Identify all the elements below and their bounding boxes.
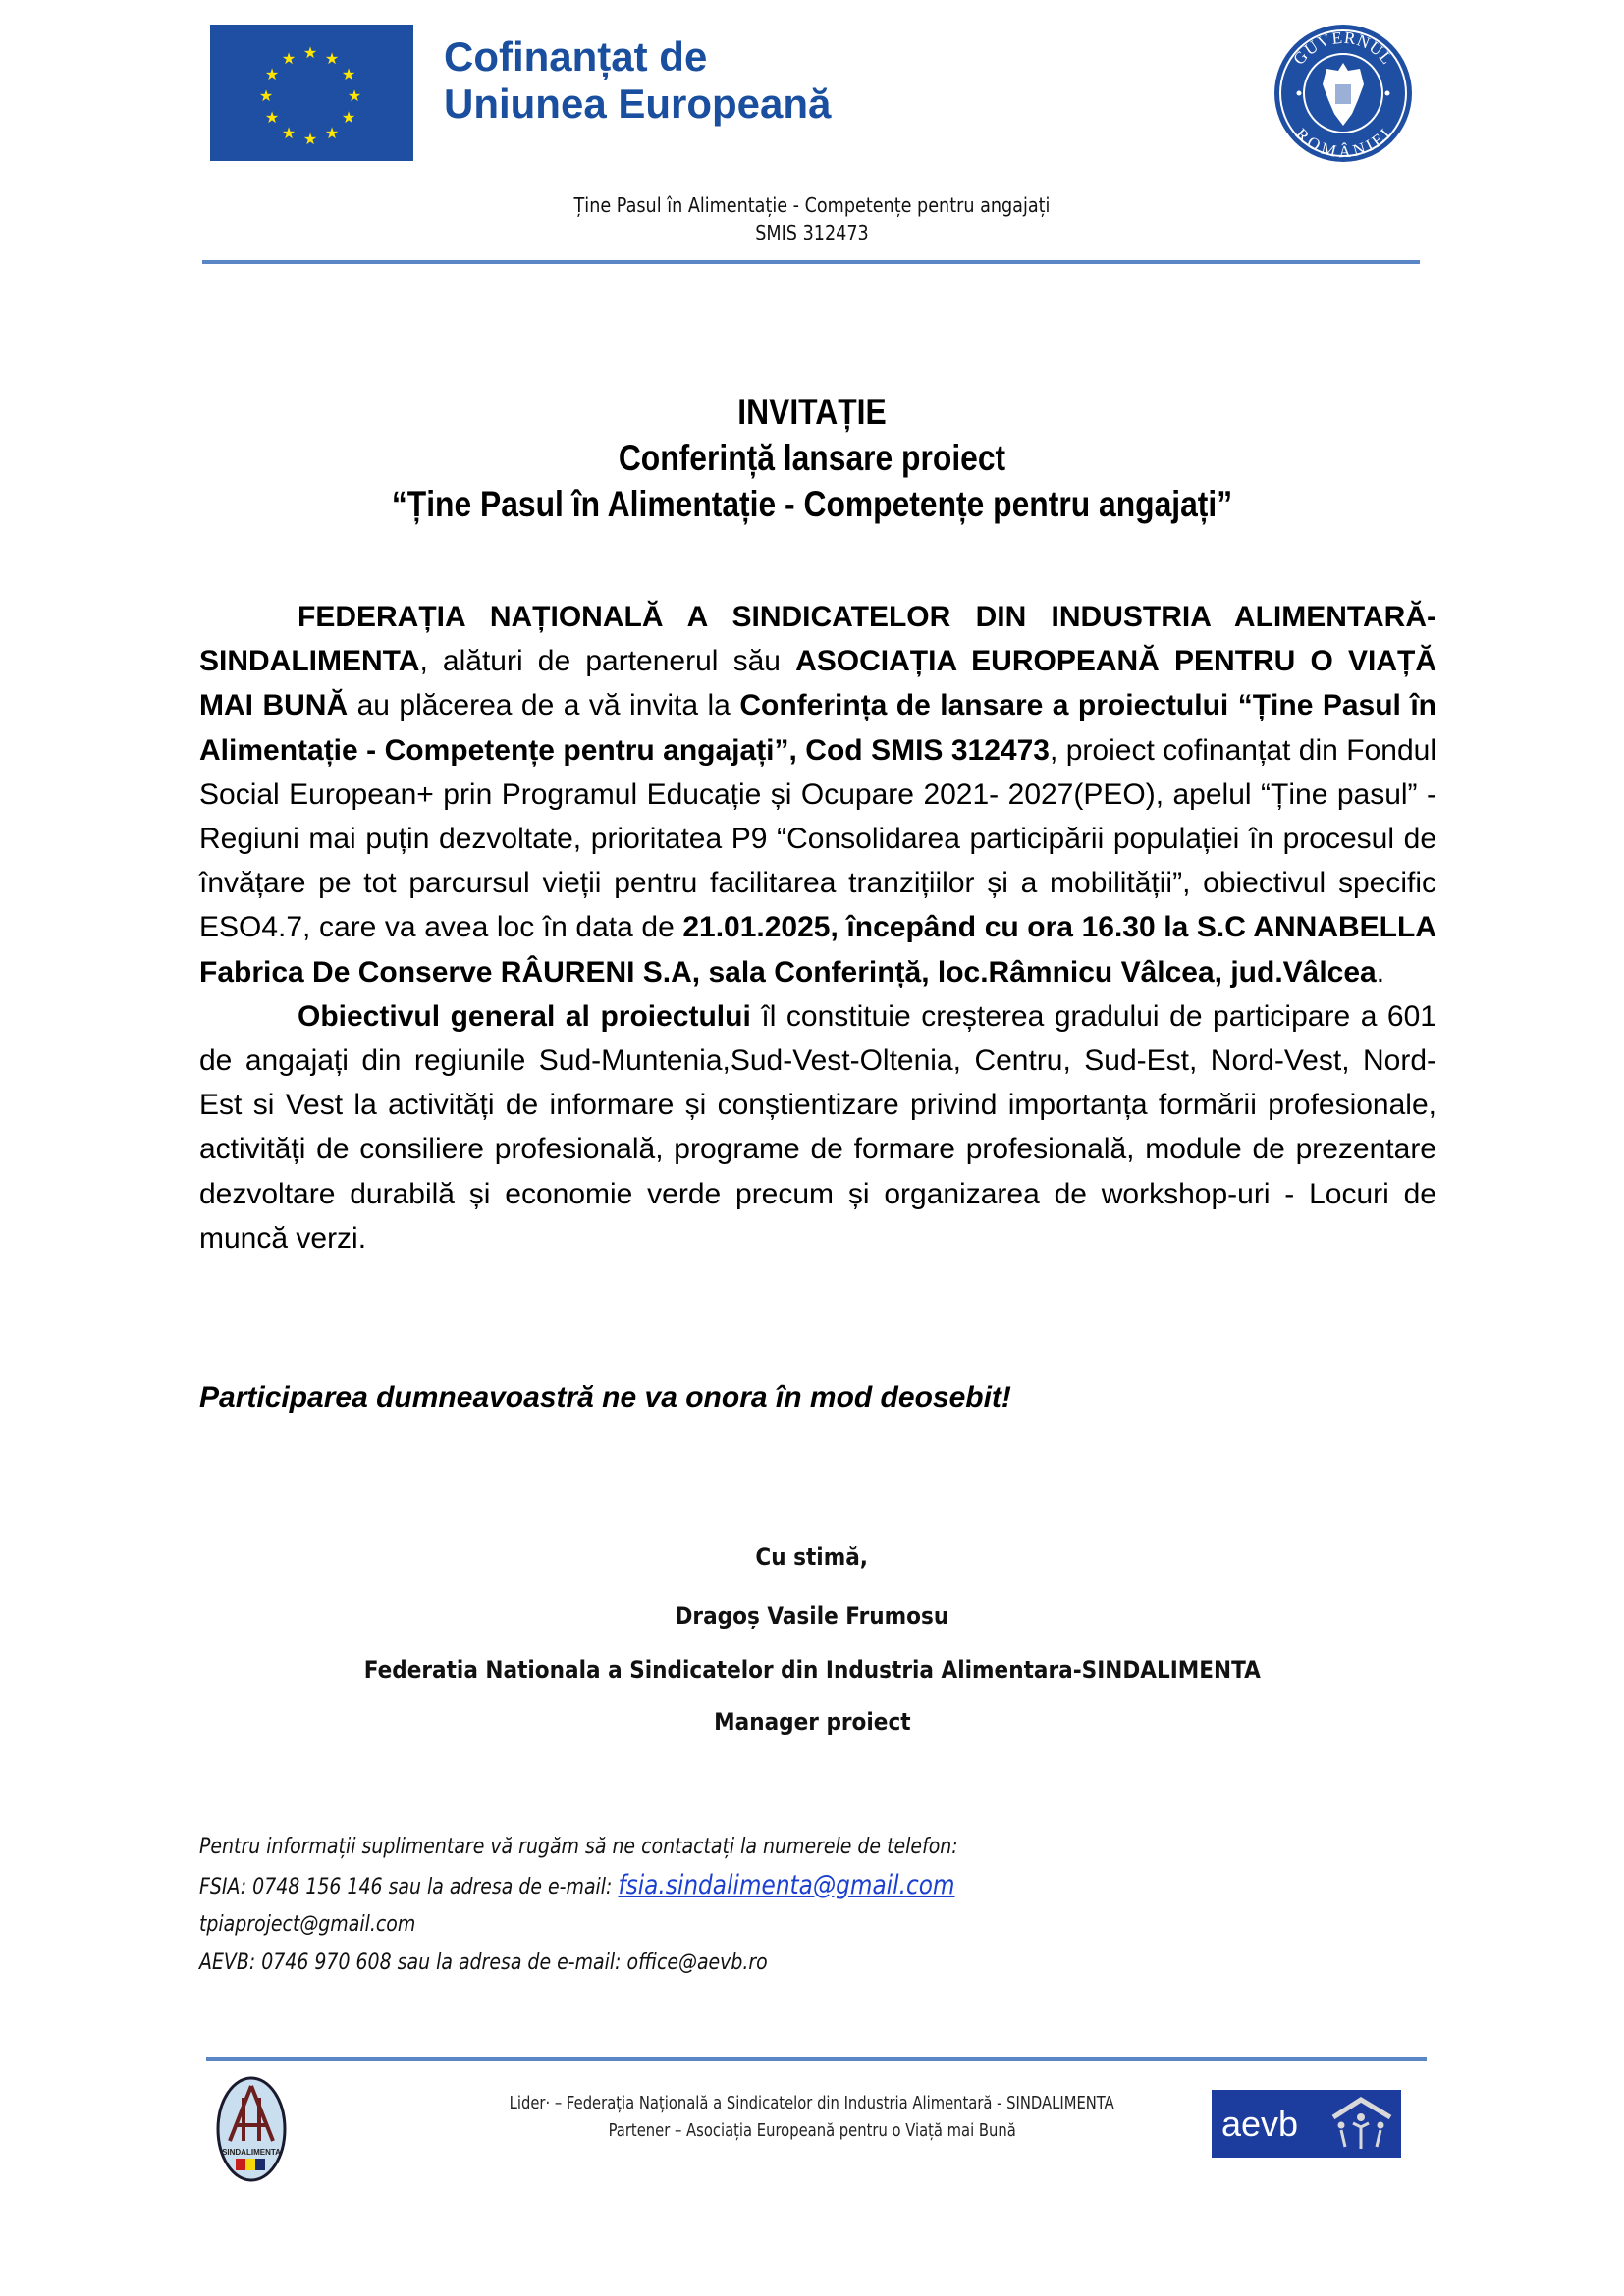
svg-text:ROMÂNIEI: ROMÂNIEI [1291,124,1395,162]
p1-run: 21.01.2025, începând cu ora 16.30 la S.C ANNABELLA Fabrica De Conserve RÂURENI S.A, sala Conferință, loc.Râmnicu Vâlcea, jud.Vâlcea [199,911,1436,988]
footer-leader: Lider· – Federația Națională a Sindicatelor din Industria Alimentară - SINDALIMENTA [509,2093,1115,2113]
contact-aevb: AEVB: 0746 970 608 sau la adresa de e-mail: office@aevb.ro [199,1949,768,1975]
p1-run: , proiect cofinanțat din Fondul Social European+ prin Programul Educație și Ocupare 2021- 2027(PEO), apelul “Ține pasul” - Regiuni mai puțin dezvoltate, prioritatea P9 “Consolidarea participării populației în procesul de învățare pe tot parcursul vieții pentru facilitarea tranzițiilor și a mobilității”, obiectivul specific ESO4.7, care va avea loc în data de [199,733,1436,944]
family-house-icon [1327,2096,1394,2153]
eu-cofinancing-label [444,33,831,128]
invitation-body [199,595,1436,1260]
body-paragraph-2 [199,994,1436,1260]
eu-stars-icon [210,25,413,161]
aevb-logo-text: aevb [1221,2104,1299,2144]
header-smis-code: SMIS 312473 [755,221,869,244]
aevb-logo [1212,2090,1401,2158]
svg-text:GUVERNUL: GUVERNUL [1289,27,1397,69]
p2-run: îl [750,999,777,1033]
contact-fsia: FSIA: 0748 156 146 sau la adresa de e-mail: fsia.sindalimenta@gmail.com [199,1869,955,1900]
svg-text:★: ★ [281,126,297,142]
signature-organization: Federatia Nationala a Sindicatelor din Industria Alimentara-SINDALIMENTA [363,1656,1261,1683]
svg-text:★: ★ [324,51,340,68]
eu-label-line2: Uniunea Europeană [444,80,832,127]
p1-run: Conferința de lansare a proiectului “Ține Pasul în Alimentație - Competențe pentru angajați”, Cod SMIS 312473 [199,689,1436,767]
body-paragraph-1 [199,595,1436,994]
footer-partner: Partener – Asociația Europeană pentru o Viață mai Bună [608,2120,1016,2141]
svg-text:★: ★ [341,67,356,83]
p1-run: au plăcerea de a vă invita la [348,689,740,722]
romanian-government-seal [1273,24,1413,163]
p2-run: Obiectivul general al proiectului [298,999,751,1033]
svg-text:★: ★ [341,110,356,127]
svg-text:★: ★ [281,51,297,68]
p1-run: FEDERAȚIA NAȚIONALĂ A SINDICATELOR DIN INDUSTRIA ALIMENTARĂ-SINDALIMENTA [199,601,1436,678]
svg-text:★: ★ [302,132,318,148]
contact-project-email: tpiaproject@gmail.com [199,1912,416,1937]
signature-name: Dragoș Vasile Frumosu [675,1602,949,1629]
closing-sentence: Participarea dumneavoastră ne va onora în mod deosebit! [199,1381,1011,1414]
header-project-name: Ține Pasul în Alimentație - Competențe pentru angajați [573,193,1051,217]
title-project-name: “Ține Pasul în Alimentație - Competențe pentru angajați” [391,484,1233,524]
government-seal-icon [1273,24,1413,163]
title-invitatie: INVITAȚIE [737,392,887,432]
svg-text:★: ★ [347,88,362,105]
eu-flag-logo [210,25,413,161]
header-project-info [97,191,1527,246]
signature-greeting: Cu stimă, [755,1543,869,1571]
svg-text:★: ★ [264,110,280,127]
svg-text:SINDALIMENTA: SINDALIMENTA [222,2148,281,2157]
svg-text:★: ★ [302,45,318,62]
fsia-email-link[interactable]: fsia.sindalimenta@gmail.com [618,1869,955,1900]
footer-divider [206,2057,1427,2061]
p1-run: . [1376,955,1385,988]
p1-run: , alături de partenerul său [419,645,796,678]
p1-run: ASOCIAȚIA EUROPEANĂ PENTRU O VIAȚĂ MAI BUNĂ [199,645,1436,722]
contact-intro: Pentru informații suplimentare vă rugăm să ne contactați la numerele de telefon: [199,1835,958,1859]
svg-text:★: ★ [324,126,340,142]
svg-text:★: ★ [258,88,274,105]
header-divider [202,260,1420,264]
eu-label-line1: Cofinanțat de [444,33,708,80]
title-conference: Conferință lansare proiect [618,438,1006,478]
svg-text:★: ★ [264,67,280,83]
p2-run: constituie creșterea gradului de participare a 601 de angajați din regiunile Sud-Muntenia,Sud-Vest-Oltenia, Centru, Sud-Est, Nord-Vest, Nord-Est si Vest la activități de informare și conștientizare privind importanța formării profesionale, activități de consiliere profesională, programe de formare profesională, module de prezentare dezvoltare durabilă și economie verde precum și organizarea de workshop-uri - Locuri de muncă verzi. [199,999,1436,1255]
signature-role: Manager proiect [713,1708,911,1735]
contact-info [199,1829,1081,1982]
invitation-title [0,389,1624,527]
